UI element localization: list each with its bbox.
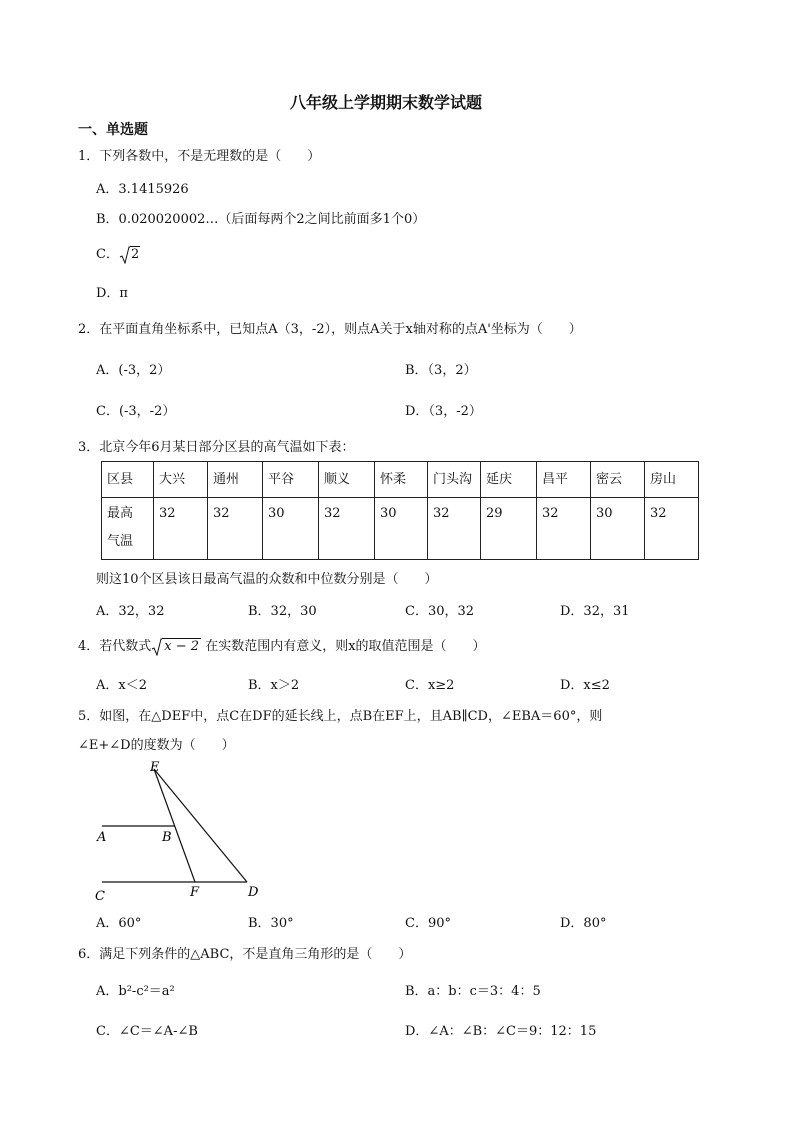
q2-option-c: C．(-3，-2） — [96, 404, 176, 419]
q3-option-d: D．32，31 — [560, 604, 630, 619]
q1-option-c — [96, 243, 140, 264]
q1-option-a: A．3.1415926 — [96, 182, 189, 197]
q3-option-c: C．30，32 — [405, 604, 475, 619]
q1-option-c-prefix: C． — [96, 247, 119, 262]
table-cell: 30 — [591, 498, 645, 560]
q2-option-b: B．（3，2） — [405, 363, 477, 378]
table-header-label: 区县 — [102, 462, 154, 498]
q5-option-d: D．80° — [560, 916, 607, 931]
table-cell: 32 — [428, 498, 481, 560]
q2-stem: 2．在平面直角坐标系中，已知点A（3，-2），则点A关于x轴对称的点A'坐标为（ ） — [78, 322, 582, 337]
table-cell: 30 — [375, 498, 428, 560]
table-cell: 顺义 — [319, 462, 375, 498]
row-label-line1: 最高 — [107, 506, 134, 521]
q3-option-b: B．32，30 — [248, 604, 317, 619]
q5-stem-line2: ∠E+∠D的度数为（ ） — [78, 738, 235, 753]
q1-stem: 1．下列各数中，不是无理数的是（ ） — [78, 149, 321, 164]
q4-option-a: A．x＜2 — [96, 678, 147, 693]
table-cell: 大兴 — [154, 462, 208, 498]
q1-option-d: D．π — [96, 286, 128, 301]
q6-option-d: D．∠A：∠B：∠C＝9：12：15 — [405, 1024, 597, 1039]
section-heading: 一、单选题 — [78, 122, 148, 138]
row-label-line2: 气温 — [107, 534, 134, 549]
sqrt-symbol — [151, 638, 162, 656]
table-cell: 平谷 — [263, 462, 319, 498]
q6-stem: 6．满足下列条件的△ABC，不是直角三角形的是（ ） — [78, 947, 412, 962]
q6-option-b: B．a：b：c＝3：4：5 — [405, 984, 541, 999]
q6-option-c: C．∠C＝∠A-∠B — [96, 1024, 198, 1039]
q4-option-c: C．x≥2 — [405, 678, 455, 693]
q4-option-d: D．x≤2 — [560, 678, 610, 693]
table-header-row — [102, 462, 699, 498]
table-cell: 32 — [319, 498, 375, 560]
temperature-table — [101, 461, 699, 560]
triangle-figure — [90, 758, 270, 903]
table-cell: 32 — [208, 498, 263, 560]
label-f: F — [190, 885, 200, 900]
table-cell: 30 — [263, 498, 319, 560]
q3-option-a: A．32，32 — [96, 604, 165, 619]
q5-option-c: C．90° — [405, 916, 451, 931]
table-cell: 密云 — [591, 462, 645, 498]
q4-radicand: x − 2 — [164, 639, 200, 654]
q4-stem-suffix: 在实数范围内有意义，则x的取值范围是（ ） — [205, 639, 486, 654]
table-cell: 昌平 — [537, 462, 591, 498]
table-cell: 29 — [481, 498, 537, 560]
q1-option-c-radicand: 2 — [130, 247, 140, 262]
q2-option-a: A．(-3，2） — [96, 363, 171, 378]
q1-option-b: B．0.020020002…（后面每两个2之间比前面多1个0） — [96, 212, 426, 227]
table-cell: 延庆 — [481, 462, 537, 498]
label-c: C — [95, 889, 105, 903]
table-cell: 32 — [154, 498, 208, 560]
table-cell: 房山 — [645, 462, 699, 498]
q4-stem-prefix: 4．若代数式 — [78, 639, 152, 654]
q4-stem — [78, 635, 486, 656]
label-e: E — [150, 760, 160, 775]
q3-followup: 则这10个区县该日最高气温的众数和中位数分别是（ ） — [96, 572, 438, 587]
page-title: 八年级上学期期末数学试题 — [290, 93, 483, 112]
table-row — [102, 498, 699, 560]
table-cell: 门头沟 — [428, 462, 481, 498]
label-d: D — [248, 885, 259, 900]
q2-option-d: D．（3，-2） — [405, 404, 482, 419]
q4-option-b: B．x＞2 — [248, 678, 300, 693]
q3-stem: 3．北京今年6月某日部分区县的高气温如下表： — [78, 440, 355, 455]
label-b: B — [162, 830, 172, 845]
label-a: A — [97, 830, 107, 845]
table-cell: 32 — [537, 498, 591, 560]
q5-option-a: A．60° — [96, 916, 142, 931]
sqrt-symbol — [119, 246, 130, 264]
q5-stem-line1: 5．如图，在△DEF中，点C在DF的延长线上，点B在EF上，且AB∥CD，∠EBA＝60°，则 — [78, 709, 603, 724]
table-row-label — [102, 498, 154, 560]
q6-option-a: A．b²-c²＝a² — [96, 984, 175, 999]
table-cell: 怀柔 — [375, 462, 428, 498]
table-cell: 通州 — [208, 462, 263, 498]
table-cell: 32 — [645, 498, 699, 560]
q5-option-b: B．30° — [248, 916, 294, 931]
